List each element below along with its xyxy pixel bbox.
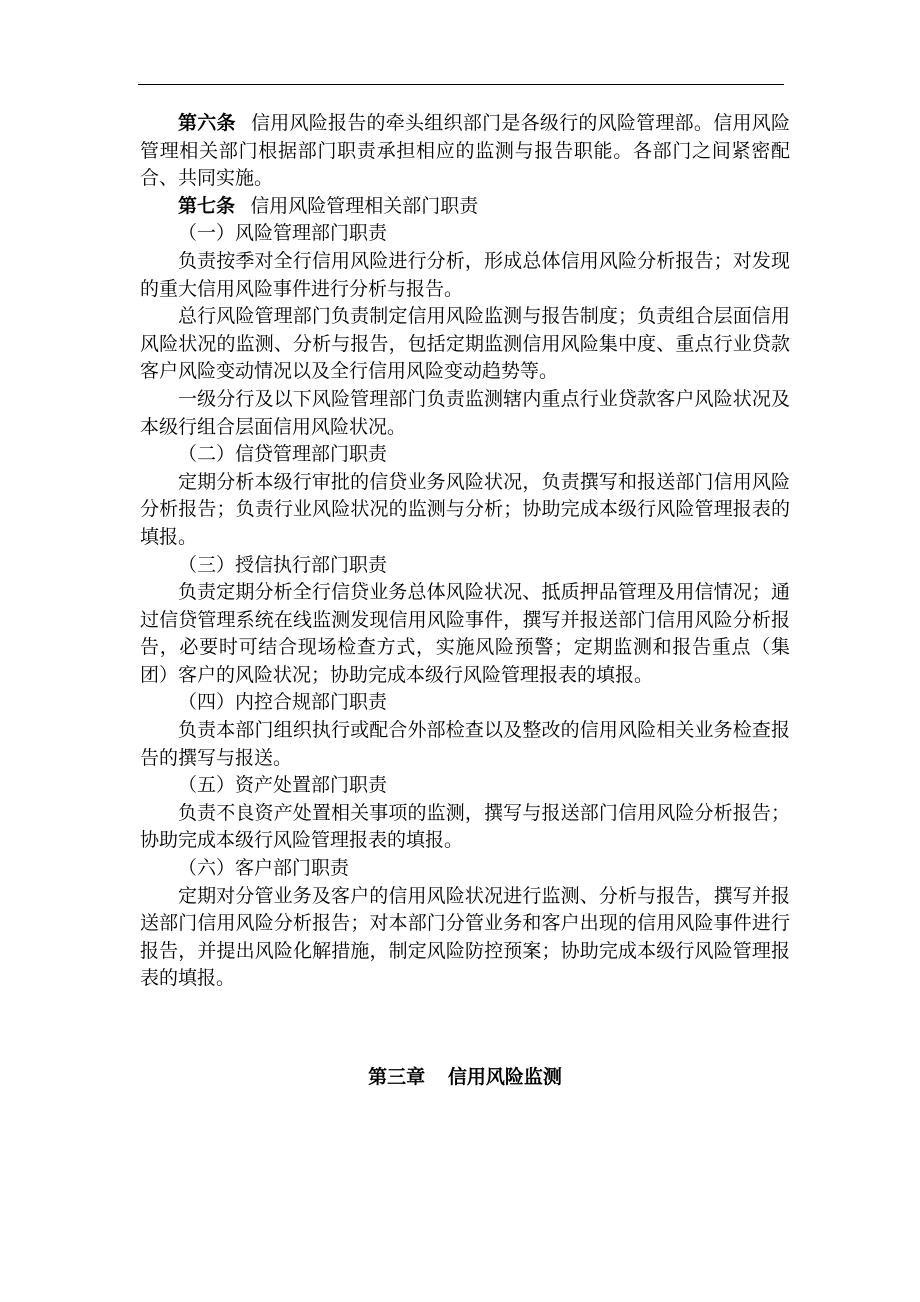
section-1-title: （一）风险管理部门职责 [178,222,388,245]
chapter-heading [140,1064,790,1092]
section-5-paragraph-1: 负责不良资产处置相关事项的监测，撰写与报送部门信用风险分析报告；协助完成本级行风险管理报表的填报。 [140,801,790,852]
section-1-paragraph-1: 负责按季对全行信用风险进行分析，形成总体信用风险分析报告；对发现的重大信用风险事件进行分析与报告。 [140,249,790,300]
article-6-text: 信用风险报告的牵头组织部门是各级行的风险管理部。信用风险管理相关部门根据部门职责承担相应的监测与报告职能。各部门之间紧密配合、共同实施。 [140,112,790,190]
article-7-heading: 第七条 [178,194,236,217]
section-1-paragraph-2: 总行风险管理部门负责制定信用风险监测与报告制度；负责组合层面信用风险状况的监测、分析与报告，包括定期监测信用风险集中度、重点行业贷款客户风险变动情况以及全行信用风险变动趋势等。 [140,305,790,383]
article-7-text: 信用风险管理相关部门职责 [250,194,479,217]
article-7-paragraph [140,193,790,221]
section-1-paragraph-3: 一级分行及以下风险管理部门负责监测辖内重点行业贷款客户风险状况及本级行组合层面信用风险状况。 [140,387,790,438]
document-body [140,110,790,993]
chapter-number: 第三章 [368,1066,426,1088]
section-3-title: （三）授信执行部门职责 [178,553,388,576]
header-rule [138,84,784,85]
section-2-title: （二）信贷管理部门职责 [178,443,388,466]
section-5-title: （五）资产处置部门职责 [178,774,388,797]
section-6-paragraph-1: 定期对分管业务及客户的信用风险状况进行监测、分析与报告，撰写并报送部门信用风险分析报告；对本部门分管业务和客户出现的信用风险事件进行报告，并提出风险化解措施，制定风险防控预案；协助完成本级行风险管理报表的填报。 [140,884,790,990]
section-2-paragraph-1: 定期分析本级行审批的信贷业务风险状况，负责撰写和报送部门信用风险分析报告；负责行业风险状况的监测与分析；协助完成本级行风险管理报表的填报。 [140,470,790,548]
section-3-paragraph-1: 负责定期分析全行信贷业务总体风险状况、抵质押品管理及用信情况；通过信贷管理系统在线监测发现信用风险事件，撰写并报送部门信用风险分析报告，必要时可结合现场检查方式，实施风险预警；定期监测和报告重点（集团）客户的风险状况；协助完成本级行风险管理报表的填报。 [140,581,790,686]
section-4-title: （四）内控合规部门职责 [178,691,388,714]
chapter-title: 信用风险监测 [447,1066,562,1088]
article-6-heading: 第六条 [178,112,236,134]
article-6-paragraph [140,110,790,193]
section-4-paragraph-1: 负责本部门组织执行或配合外部检查以及整改的信用风险相关业务检查报告的撰写与报送。 [140,719,790,769]
section-6-title: （六）客户部门职责 [178,857,350,880]
